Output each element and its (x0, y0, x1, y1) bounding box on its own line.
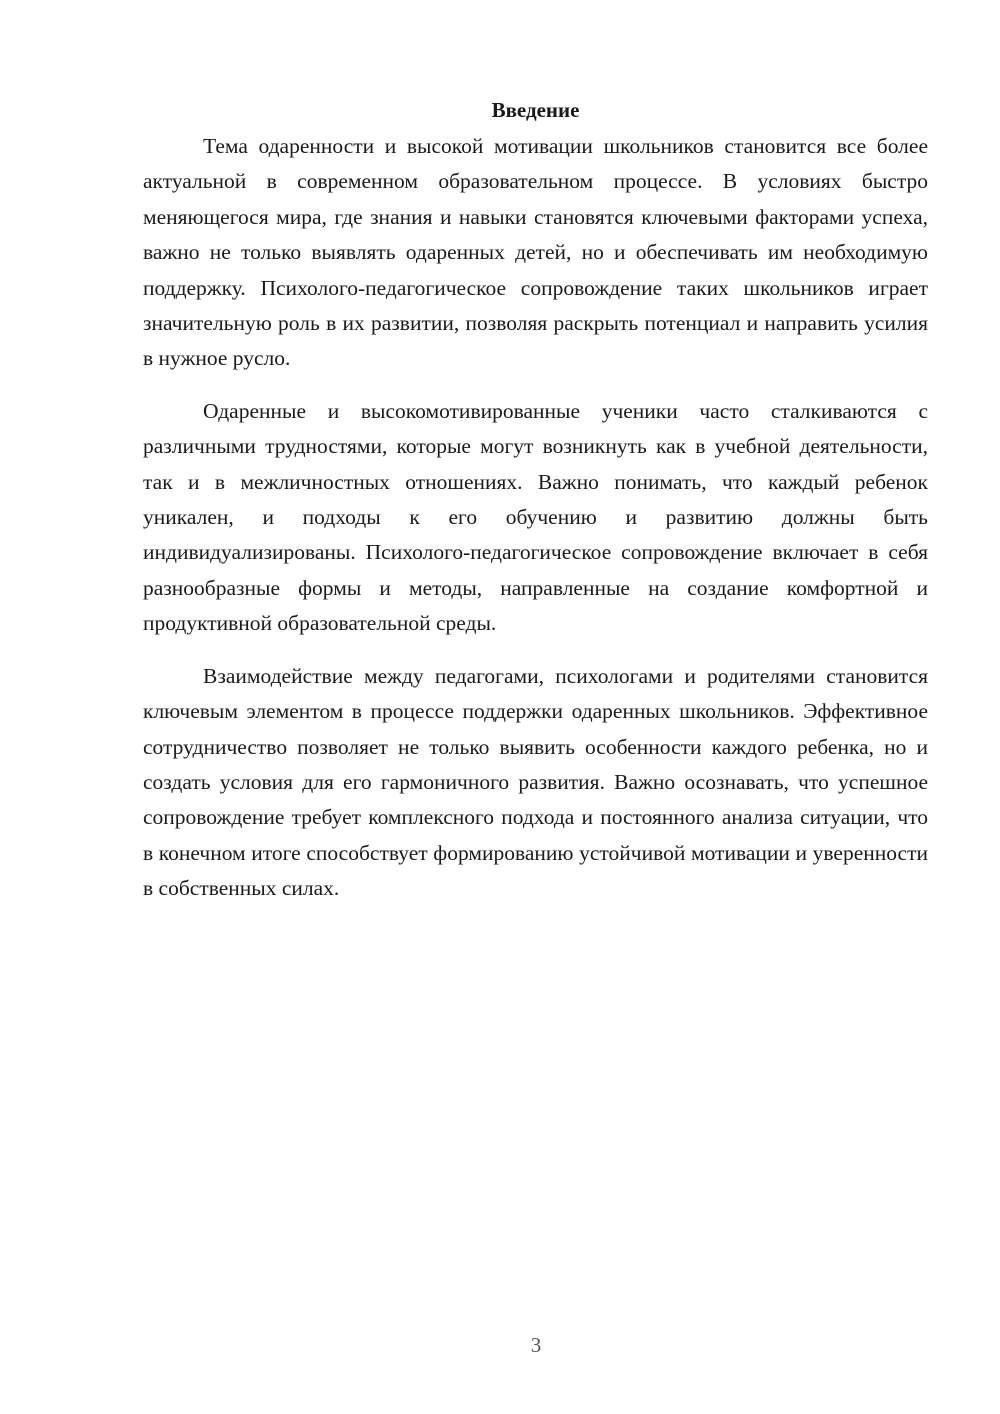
paragraph-3: Взаимодействие между педагогами, психологами и родителями становится ключевым элементом в процессе поддержки одаренных школьников. Эффективное сотрудничество позволяет не только выявить особенности каждого ребенка, но и создать условия для его гармоничного развития. Важно осознавать, что успешное сопровождение требует комплексного подхода и постоянного анализа ситуации, что в конечном итоге способствует формированию устойчивой мотивации и уверенности в собственных силах. (143, 663, 928, 901)
page-content (143, 93, 928, 924)
paragraph-1: Тема одаренности и высокой мотивации школьников становится все более актуальной в современном образовательном процессе. В условиях быстро меняющегося мира, где знания и навыки становятся ключевыми факторами успеха, важно не только выявлять одаренных детей, но и обеспечивать им необходимую поддержку. Психолого-педагогическое сопровождение таких школьников играет значительную роль в их развитии, позволяя раскрыть потенциал и направить усилия в нужное русло. (143, 134, 928, 371)
section-heading: Введение (491, 98, 580, 122)
paragraph-2: Одаренные и высокомотивированные ученики часто сталкиваются с различными трудностями, которые могут возникнуть как в учебной деятельности, так и в межличностных отношениях. Важно понимать, что каждый ребенок уникален, и подходы к его обучению и развитию должны быть индивидуализированы. Психолого-педагогическое сопровождение включает в себя разнообразные формы и методы, направленные на создание комфортной и продуктивной образовательной среды. (143, 398, 928, 636)
page-number: 3 (530, 1333, 542, 1357)
